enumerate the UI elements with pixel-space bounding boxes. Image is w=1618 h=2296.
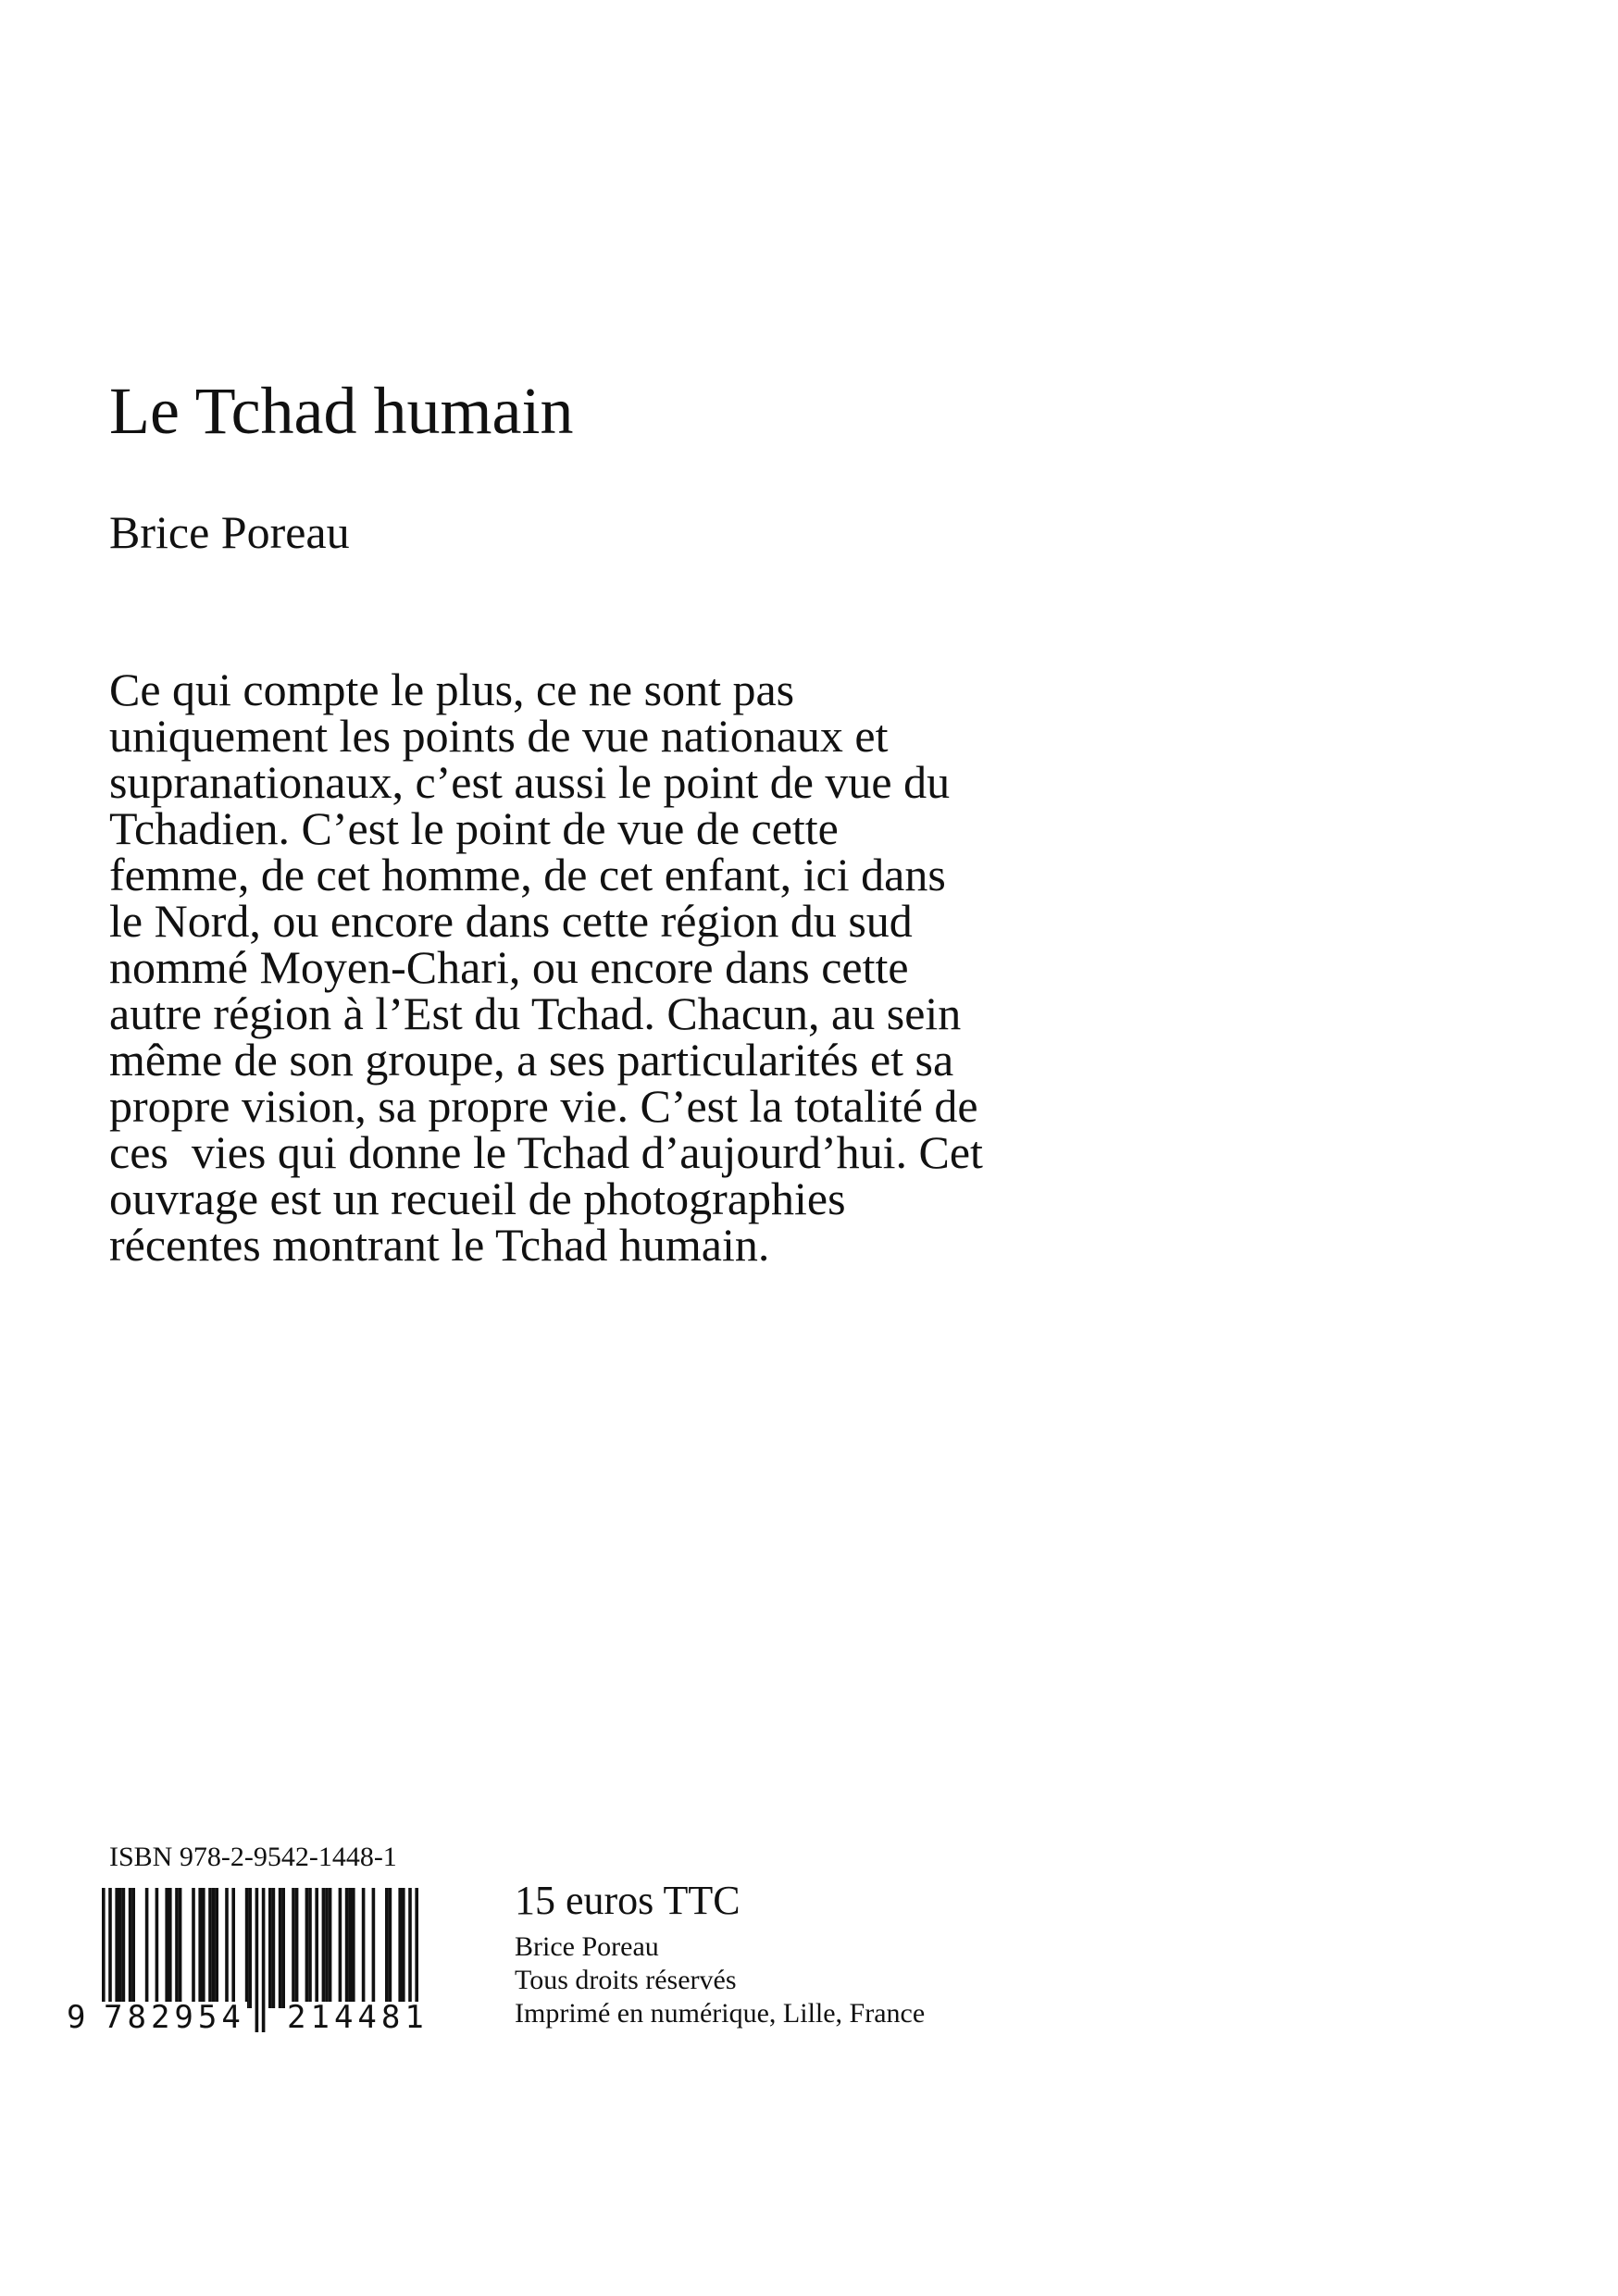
barcode-left-digits: 782954 — [104, 1999, 245, 2036]
barcode-bar — [325, 1888, 329, 2008]
barcode-bar — [295, 1888, 299, 2008]
back-cover-blurb — [109, 664, 1276, 1271]
barcode-bar — [305, 1888, 309, 2008]
barcode-bar — [156, 1888, 159, 2008]
barcode-bar — [115, 1888, 118, 2008]
blurb-line: même de son groupe, a ses particularités et sa — [109, 1034, 954, 1086]
barcode-bar — [402, 1888, 405, 2008]
barcode-bar — [212, 1888, 216, 2008]
barcode-bar — [175, 1888, 179, 2008]
blurb-line: femme, de cet homme, de cet enfant, ici dans — [109, 849, 946, 900]
barcode-bar — [322, 1888, 326, 2008]
isbn-label: ISBN 978-2-9542-1448-1 — [109, 1842, 397, 1872]
barcode-bar — [198, 1888, 202, 2008]
printing-notice: Imprimé en numérique, Lille, France — [515, 1998, 926, 2029]
barcode-bar — [389, 1888, 392, 2008]
barcode-bar — [245, 1888, 249, 2008]
blurb-line: uniquement les points de vue nationaux et — [109, 710, 889, 762]
blurb-line: ces vies qui donne le Tchad d’aujourd’hui. Cet — [109, 1126, 983, 1178]
barcode-bar — [398, 1888, 402, 2008]
publisher-name: Brice Poreau — [515, 1931, 659, 1962]
barcode-bar — [308, 1888, 312, 2008]
barcode-bar — [372, 1888, 376, 2008]
barcode-bar — [202, 1888, 205, 2008]
barcode-bar — [165, 1888, 168, 2008]
blurb-line: supranationaux, c’est aussi le point de vue du — [109, 756, 951, 808]
barcode-bar — [281, 1888, 285, 2008]
colophon — [515, 1930, 925, 2030]
barcode-bar — [192, 1888, 195, 2008]
barcode-bar — [292, 1888, 295, 2008]
blurb-line: autre région à l’Est du Tchad. Chacun, au sein — [109, 987, 962, 1039]
blurb-line: Tchadien. C’est le point de vue de cette — [109, 802, 839, 854]
blurb-line: le Nord, ou encore dans cette région du sud — [109, 895, 913, 947]
barcode-bar — [329, 1888, 332, 2008]
price-label: 15 euros TTC — [515, 1878, 741, 1923]
blurb-line: Ce qui compte le plus, ce ne sont pas — [109, 664, 795, 715]
barcode-bar — [208, 1888, 212, 2008]
barcode-bar — [272, 1888, 276, 2008]
barcode-bar — [385, 1888, 389, 2008]
barcode-bar — [279, 1888, 282, 2008]
barcode-bar — [268, 1888, 272, 2008]
barcode-guard-bar — [255, 1888, 259, 2032]
book-title: Le Tchad humain — [109, 374, 574, 448]
blurb-line: nommé Moyen-Chari, ou encore dans cette — [109, 941, 909, 993]
barcode-bar — [225, 1888, 229, 2008]
barcode-bar — [122, 1888, 126, 2008]
barcode-bar — [352, 1888, 355, 2008]
blurb-line: récentes montrant le Tchad humain. — [109, 1219, 770, 1271]
barcode-bar — [168, 1888, 172, 2008]
barcode-bar — [315, 1888, 318, 2008]
barcode-bar — [248, 1888, 252, 2008]
barcode-bar — [339, 1888, 342, 2008]
barcode-bar — [145, 1888, 149, 2008]
rights-notice: Tous droits réservés — [515, 1965, 737, 1995]
barcode-bar — [231, 1888, 235, 2008]
barcode-right-digits: 214481 — [287, 1999, 429, 2036]
barcode-bar — [345, 1888, 349, 2008]
barcode-bar — [362, 1888, 366, 2008]
barcode-bar — [129, 1888, 132, 2008]
barcode-bar — [179, 1888, 182, 2008]
book-author: Brice Poreau — [109, 506, 350, 558]
blurb-line: propre vision, sa propre vie. C’est la totalité de — [109, 1080, 978, 1132]
barcode-bar — [215, 1888, 218, 2008]
barcode-bar — [348, 1888, 352, 2008]
barcode-bar — [131, 1888, 135, 2008]
barcode-lead-digit: 9 — [67, 1999, 91, 2036]
barcode-guard-bar — [262, 1888, 266, 2032]
blurb-line: ouvrage est un recueil de photographies — [109, 1173, 846, 1224]
barcode-bar — [118, 1888, 122, 2008]
